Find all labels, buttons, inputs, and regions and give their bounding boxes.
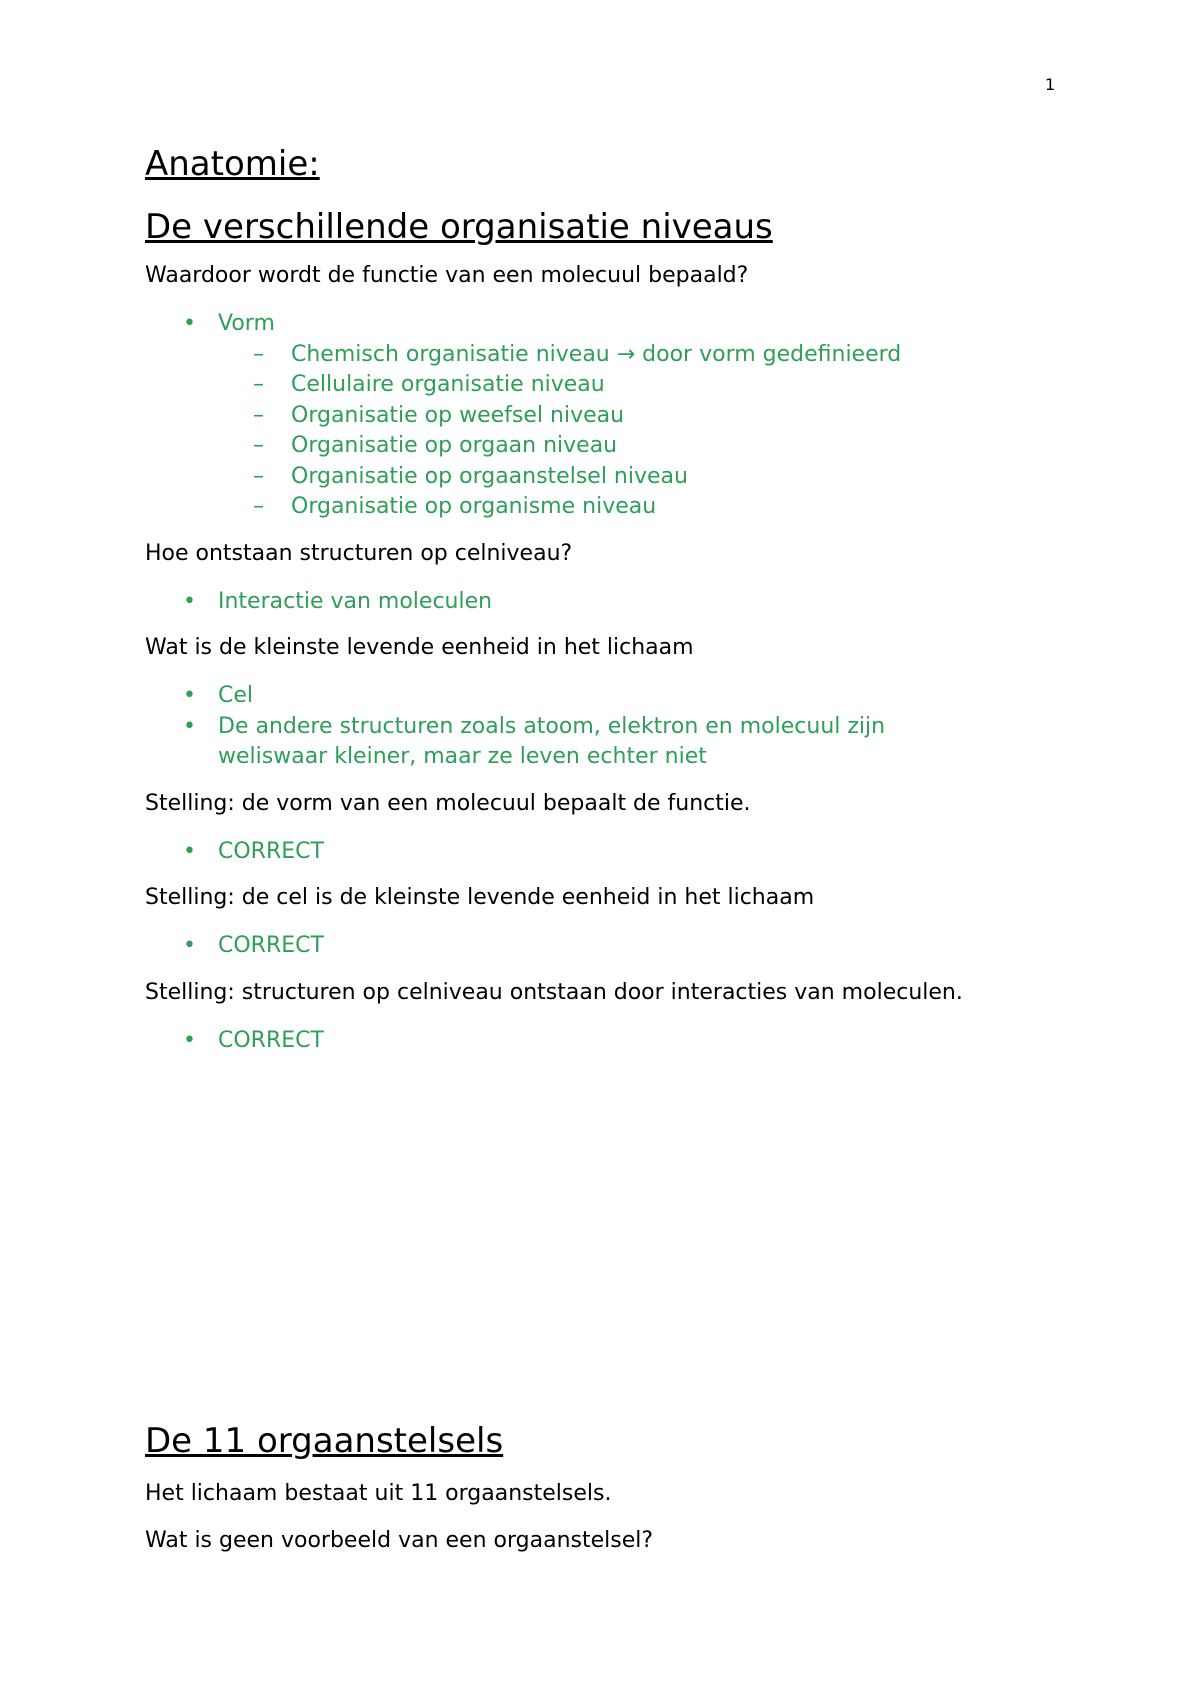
list-item — [145, 309, 1105, 523]
question-1: Waardoor wordt de functie van een molecuul bepaald? — [145, 263, 749, 288]
sub-item-text: Organisatie op weefsel niveau — [291, 402, 625, 428]
answer-list-5 — [145, 931, 1105, 962]
statement-1: Stelling: de vorm van een molecuul bepaalt de functie. — [145, 790, 751, 816]
answer-list-4 — [145, 837, 1105, 868]
answer-text: Interactie van moleculen — [218, 588, 493, 614]
dash-icon: – — [253, 402, 264, 428]
question-2: Hoe ontstaan structuren op celniveau? — [145, 540, 573, 566]
statement-3: Stelling: structuren op celniveau ontstaan door interacties van moleculen. — [145, 979, 963, 1005]
paragraph-organ-systems: Het lichaam bestaat uit 11 orgaanstelsels. — [145, 1481, 612, 1506]
question-organ-systems: Wat is geen voorbeeld van een orgaanstelsel? — [145, 1528, 654, 1553]
answer-text: Cel — [218, 683, 254, 708]
sub-item-text: Cellulaire organisatie niveau — [291, 372, 605, 397]
list-item — [145, 1026, 1105, 1057]
answer-list-2 — [145, 587, 1105, 618]
sub-item-text: Chemisch organisatie niveau → door vorm gedefinieerd — [291, 341, 902, 367]
answer-text: CORRECT — [218, 1027, 324, 1053]
bullet-icon: • — [183, 1027, 196, 1053]
answer-text: CORRECT — [218, 933, 324, 958]
sub-list-item — [145, 340, 1105, 371]
sub-list-item — [145, 401, 1105, 432]
sub-list-item — [145, 492, 1105, 523]
answer-text: Vorm — [218, 311, 275, 336]
sub-item-text: Organisatie op orgaanstelsel niveau — [291, 463, 688, 489]
document-title: Anatomie: — [145, 144, 320, 184]
sub-list — [218, 340, 1105, 523]
list-item — [145, 587, 1105, 618]
answer-text: CORRECT — [218, 838, 324, 864]
list-item — [145, 837, 1105, 868]
list-item — [145, 931, 1105, 962]
bullet-icon: • — [183, 588, 196, 614]
document-body — [145, 140, 1105, 1556]
dash-icon: – — [253, 341, 264, 367]
bullet-icon: • — [183, 311, 196, 336]
question-3: Wat is de kleinste levende eenheid in het lichaam — [145, 635, 694, 660]
list-item — [145, 681, 1105, 712]
dash-icon: – — [253, 494, 264, 519]
dash-icon: – — [253, 372, 264, 397]
statement-2: Stelling: de cel is de kleinste levende eenheid in het lichaam — [145, 885, 815, 910]
blank-space — [145, 1072, 1105, 1402]
answer-list-6 — [145, 1026, 1105, 1057]
list-item — [145, 712, 1105, 773]
dash-icon: – — [253, 433, 264, 458]
sub-list-item — [145, 431, 1105, 462]
bullet-icon: • — [183, 713, 196, 739]
section-heading-organ-systems: De 11 orgaanstelsels — [145, 1421, 504, 1461]
answer-list-1 — [145, 309, 1105, 523]
sub-item-text: Organisatie op orgaan niveau — [291, 433, 618, 458]
answer-list-3 — [145, 681, 1105, 773]
sub-list-item — [145, 370, 1105, 401]
bullet-icon: • — [183, 683, 196, 708]
answer-text: De andere structuren zoals atoom, elektron en molecuul zijn weliswaar kleiner, maar ze leven echter niet — [218, 713, 886, 769]
dash-icon: – — [253, 463, 264, 489]
bullet-icon: • — [183, 933, 196, 958]
sub-item-text: Organisatie op organisme niveau — [291, 494, 657, 519]
sub-list-item — [145, 462, 1105, 493]
page-number: 1 — [1045, 75, 1056, 94]
section-heading-organisation-levels: De verschillende organisatie niveaus — [145, 207, 773, 247]
bullet-icon: • — [183, 838, 196, 864]
